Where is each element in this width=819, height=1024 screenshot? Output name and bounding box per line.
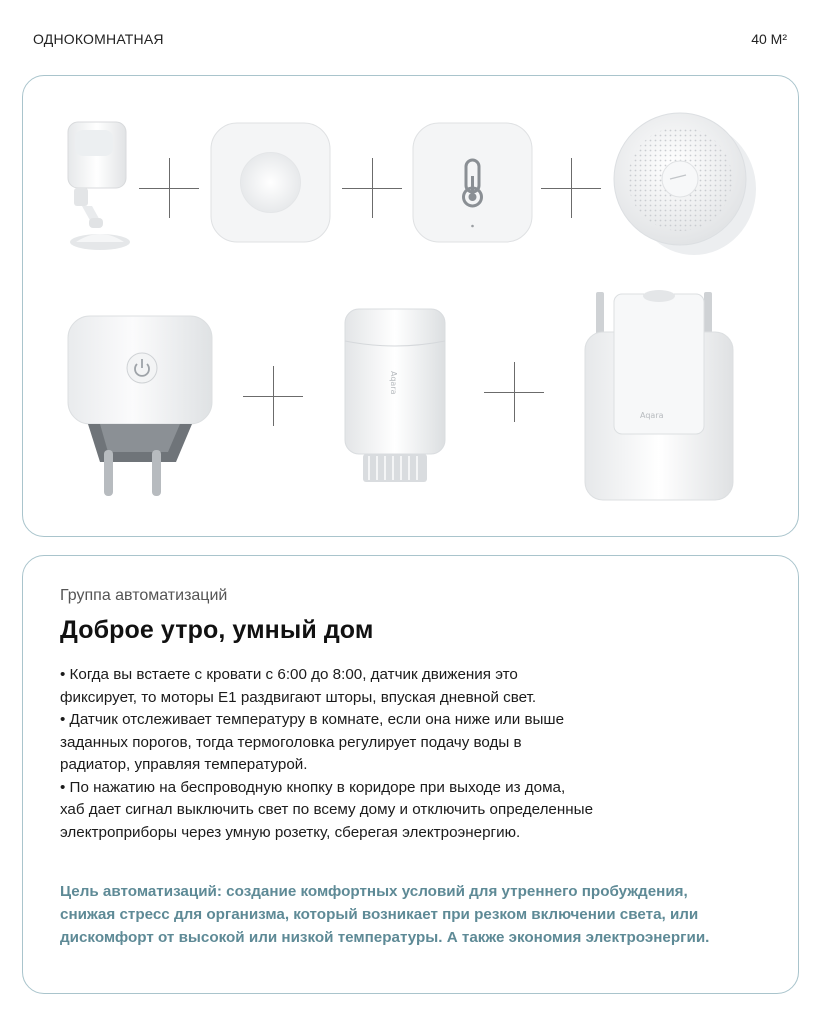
goal-line: снижая стресс для организма, который возникает при резком включении света, или bbox=[60, 906, 699, 923]
goal-line: Цель автоматизаций: создание комфортных условий для утреннего пробуждения, bbox=[60, 883, 688, 900]
plan-type: ОДНОКОМНАТНАЯ bbox=[33, 31, 164, 47]
description-line: заданных порогов, тогда термоголовка регулирует подачу воды в bbox=[60, 733, 522, 751]
description-line: • По нажатию на беспроводную кнопку в коридоре при выходе из дома, bbox=[60, 778, 566, 796]
plus-icon bbox=[342, 158, 402, 218]
description-line: радиатор, управляя температурой. bbox=[60, 756, 308, 773]
svg-text:Aqara: Aqara bbox=[640, 411, 664, 420]
automation-description bbox=[60, 664, 760, 844]
plus-icon bbox=[484, 362, 544, 422]
goal-line: дискомфорт от высокой или низкой температуры. А также экономия электроэнергии. bbox=[60, 929, 710, 946]
automation-title: Доброе утро, умный дом bbox=[60, 616, 374, 644]
svg-text:Aqara: Aqara bbox=[389, 371, 398, 395]
description-line: фиксирует, то моторы E1 раздвигают шторы, впуская дневной свет. bbox=[60, 688, 537, 706]
description-line: • Когда вы встаете с кровати с 6:00 до 8:00, датчик движения это bbox=[60, 666, 518, 683]
automation-goal bbox=[60, 880, 780, 949]
plus-icon bbox=[541, 158, 601, 218]
thermometer-icon bbox=[410, 120, 535, 245]
plus-icon bbox=[243, 366, 303, 426]
hub-icon bbox=[608, 103, 758, 261]
wireless-button-icon bbox=[208, 120, 333, 245]
plus-icon bbox=[139, 158, 199, 218]
description-line: электроприборы через умную розетку, сберегая электроэнергию. bbox=[60, 823, 521, 841]
description-line: хаб дает сигнал выключить свет по всему дому и отключить определенные bbox=[60, 801, 594, 818]
area-label: 40 М² bbox=[751, 31, 787, 47]
automation-group-label: Группа автоматизаций bbox=[60, 587, 228, 604]
curtain-motor-icon bbox=[580, 282, 740, 504]
motion-sensor-icon bbox=[62, 118, 132, 258]
smart-plug-icon bbox=[64, 312, 216, 502]
thermostatic-head-icon bbox=[341, 305, 449, 490]
description-line: • Датчик отслеживает температуру в комнате, если она ниже или выше bbox=[60, 711, 565, 728]
